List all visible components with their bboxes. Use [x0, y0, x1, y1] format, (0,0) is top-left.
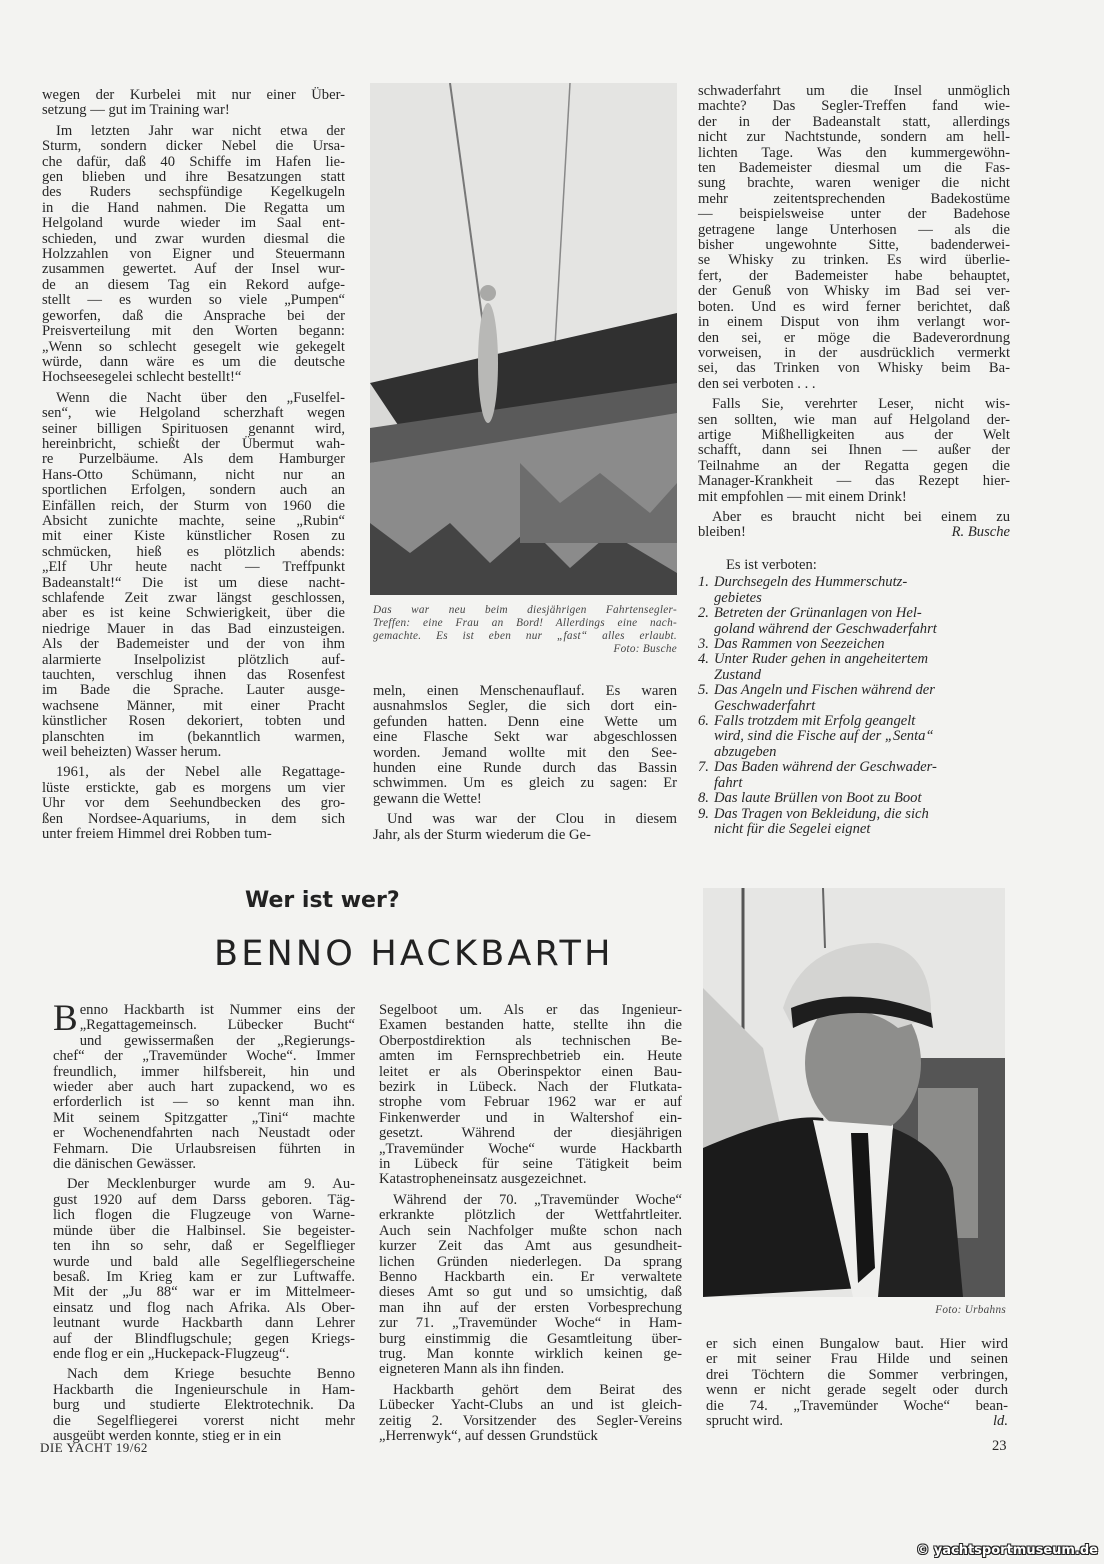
text-line: wurde und bald alle Segelfliegerscheine: [53, 1253, 355, 1270]
text-line: schmücken, hieß es plötzlich abends:: [42, 543, 345, 560]
list-item: [698, 791, 988, 806]
text-line: Badeanstalt!“ Die ist um diese nacht-: [42, 574, 345, 591]
first-paragraph: [53, 998, 355, 1173]
text-line: man ihn auf der ersten Vorbesprechung: [379, 1299, 682, 1316]
caption-text: [373, 604, 677, 643]
text-line: goland während der Geschwaderfahrt: [714, 620, 937, 637]
text-line: machte? Das Segler-Treffen fand wie-: [698, 98, 1010, 115]
text-line: zur 71. „Travemünder Woche“ in Ham-: [379, 1315, 682, 1332]
text-line: — beispielsweise unter der Badehose: [698, 206, 1010, 223]
text-line: Betreten der Grünanlagen von Hel-: [714, 605, 922, 622]
text-line: Auch sein Nachfolger mußte schon nach: [379, 1222, 682, 1239]
text-line: boten. Und es wird ferner berichtet, daß: [698, 298, 1010, 315]
text-line: artige Mißhelligkeiten aus der Welt: [698, 426, 1010, 443]
text-line: dieses Amt so gut und so umsichtig, daß: [379, 1284, 682, 1301]
text-line: Nach dem Kriege besuchte Benno: [67, 1366, 355, 1383]
page-number: 23: [992, 1438, 1007, 1454]
text-line: des Ruders sechspfündige Kegelkugeln: [42, 184, 345, 201]
author-signature: ld.: [993, 1413, 1008, 1430]
list-text: [714, 807, 988, 838]
text-line: Zustand: [714, 666, 762, 683]
text-line: „Elf Uhr heute nacht — Treffpunkt: [42, 559, 345, 576]
text-line: bisher ungewohnte Sitte, badenderwei-: [698, 237, 1010, 254]
text-line: hereinbricht, schießt der Übermut wah-: [42, 435, 345, 452]
text-line: Und was war der Clou in diesem: [387, 811, 677, 828]
photo-credit: Foto: Busche: [613, 643, 677, 655]
text-line: Im letzten Jahr war nicht etwa der: [56, 122, 345, 139]
text-line: vorweisen, in der ausdrücklich vermerkt: [698, 344, 1010, 361]
text-line: wieder aber auch hart zupackend, wo es: [53, 1079, 355, 1096]
text-line: Katastropheneinsatz ausgezeichnet.: [379, 1171, 587, 1188]
list-text: [714, 683, 988, 714]
text-line: seiner billigen Spirituosen genannt wird,: [42, 420, 345, 437]
text-line: wenn er nicht gerade segelt oder durch: [706, 1382, 1008, 1399]
paragraph: [42, 88, 345, 119]
list-title: Es ist verboten:: [726, 557, 817, 573]
closing-text: bleiben!: [698, 524, 746, 541]
text-line: strophe vom Februar 1962 war er auf: [379, 1094, 682, 1111]
text-line: gefunden hatten. Denn eine Wette um: [373, 713, 677, 730]
text-line: er sich einen Bungalow baut. Hier wird: [706, 1336, 1008, 1352]
text-line: Sturm, sondern dicker Nebel die Ursa-: [42, 138, 345, 155]
text-line: 1961, als der Nebel alle Regattage-: [56, 764, 345, 781]
text-line: enno Hackbarth ist Nummer eins der: [79, 1002, 355, 1018]
text-line: Treffen: eine Frau an Bord! Allerdings eine nach-: [373, 617, 677, 629]
text-line: besaß. Im Krieg kam er zur Luftwaffe.: [53, 1268, 355, 1285]
text-line: Einfällen reich, der Sturm von 1960 die: [42, 497, 345, 514]
text-line: eigneteren Mann als ihn finden.: [379, 1361, 565, 1378]
text-line: „Travemünder Woche“ wurde Hackbarth: [379, 1140, 682, 1157]
text-line: der in der Badeanstalt statt, allerdings: [698, 113, 1010, 130]
text-line: Oberpostdirektion als technischen Be-: [379, 1032, 682, 1049]
portrait-photo: [703, 888, 1005, 1297]
text-line: der Genuß von Whisky im Bad sei ver-: [698, 283, 1010, 300]
prohibitions-list: [698, 558, 988, 837]
text-line: sen“, wie Helgoland scherzhaft wegen: [42, 405, 345, 422]
paragraph: [379, 1193, 682, 1378]
text-line: Teilnahme an der Regatta gegen die: [698, 457, 1010, 474]
boat-photo-image: [370, 83, 677, 595]
list-number: 6.: [698, 713, 709, 730]
list-number: 5.: [698, 682, 709, 699]
author-signature: R. Busche: [951, 524, 1010, 541]
text-line: nicht zur Nachtstunde, sondern am hell-: [698, 129, 1010, 146]
text-line: ten ihn so sehr, daß er Segelflieger: [53, 1238, 355, 1255]
text-line: Hans-Otto Schümann, nicht nur an: [42, 466, 345, 483]
text-line: Das Rammen von Seezeichen: [714, 636, 885, 653]
paragraph: [379, 1383, 682, 1445]
text-line: sei, das Trinken von Whisky beim Ba-: [698, 360, 1010, 377]
text-line: würde, dann wäre es um die deutsche: [42, 353, 345, 370]
text-line: setzung — gut im Training war!: [42, 102, 230, 119]
photo-boat-figurehead: [370, 83, 677, 595]
list-item: [698, 760, 988, 791]
text-line: Geschwaderfahrt: [714, 697, 816, 714]
paragraph: [53, 1177, 355, 1362]
text-line: Preisverteilung mit den Worten begann:: [42, 323, 345, 340]
text-line: worden. Jemand wollte mit den See-: [373, 744, 677, 761]
text-line: münde über die Halbinsel. Sie begeister-: [53, 1222, 355, 1239]
text-line: Aber es braucht nicht bei einem zu: [712, 508, 1010, 525]
text-line: Falls Sie, verehrter Leser, nicht wis-: [712, 396, 1010, 413]
list-item: [698, 714, 988, 760]
text-line: die 74. „Travemünder Woche“ bean-: [706, 1397, 1008, 1414]
text-line: Jahr, als der Sturm wiederum die Ge-: [373, 826, 591, 843]
article1-column-1: [42, 88, 345, 848]
text-line: hunden eine Runde durch das Bassin: [373, 760, 677, 777]
paragraph-text: [706, 1337, 1008, 1414]
paragraph: [706, 1337, 1008, 1429]
text-line: chef“ der „Travemünder Woche“. Immer: [53, 1048, 355, 1065]
text-line: mit empfohlen — mit einem Drink!: [698, 488, 907, 505]
text-line: Lübecker Yacht-Clubs an und ist gleich-: [379, 1397, 682, 1414]
text-line: [706, 1414, 1008, 1429]
list-number: 9.: [698, 805, 709, 822]
text-line: lich flogen die Flugzeuge von Warne-: [53, 1207, 355, 1224]
text-line: alarmierte Inselpolizist plötzlich auf-: [42, 651, 345, 668]
text-line: Helgoland wurde wieder im Saal ent-: [42, 215, 345, 232]
list-text: [714, 760, 988, 791]
text-line: wird, sind die Fische auf der „Senta“: [714, 728, 934, 745]
text-line: einsatz und flog nach Afrika. Als Ober-: [53, 1299, 355, 1316]
portrait-photo-credit: Foto: Urbahns: [935, 1304, 1006, 1316]
text-line: Das Baden während der Geschwader-: [714, 759, 937, 776]
text-line: in einem Disput von ihm verlangt wor-: [698, 314, 1010, 331]
text-line: Finkenwerder und in Waltershof ein-: [379, 1109, 682, 1126]
text-line: niedrige Mauer in das Bad einzusteigen.: [42, 620, 345, 637]
article2-column-1-text: [53, 1177, 355, 1444]
paragraph: [42, 391, 345, 761]
paragraph: [379, 1003, 682, 1188]
list-number: 2.: [698, 605, 709, 622]
text-line: erkrankte plötzlich der Wettfahrtleiter.: [379, 1207, 682, 1224]
list-item: [698, 575, 988, 606]
list-text: [714, 652, 988, 683]
paragraph: [698, 397, 1010, 505]
text-line: burg einstimmig die Gesamtleitung über-: [379, 1330, 682, 1347]
text-line: eine Flasche Sekt war abgeschlossen: [373, 729, 677, 746]
list-number: 7.: [698, 759, 709, 776]
text-line: Fehmarn. Die Urlaubsreisen führten in: [53, 1140, 355, 1157]
list-item: [698, 652, 988, 683]
text-line: freundlich, immer hilfsbereit, hin und: [53, 1063, 355, 1080]
text-line: Holzzahlen von Eigner und Steuermann: [42, 246, 345, 263]
text-line: auf der Blindflugschule; gegen Kriegs-: [53, 1330, 355, 1347]
text-line: schafft, dann sei Ihnen — außer der: [698, 442, 1010, 459]
list-text: [714, 575, 988, 606]
text-line: amten im Fernsprechbetrieb ein. Heute: [379, 1048, 682, 1065]
text-line: lichten Tage. Was den kummergewöhn-: [698, 144, 1010, 161]
text-line: lichen Gründen niederlegen. Da sprang: [379, 1253, 682, 1270]
text-line: schwimmen. Um es gleich zu sagen: Er: [373, 775, 677, 792]
text-line: gen blieben und ihre Besatzungen statt: [42, 169, 345, 186]
text-line: ausgeübt werden konnte, stieg er in ein: [53, 1427, 282, 1444]
text-line: ten Bademeister diesmal um die Fas-: [698, 160, 1010, 177]
text-line: Mit seinem Spitzgatter „Tini“ machte: [53, 1109, 355, 1126]
drop-cap: B: [53, 998, 78, 1039]
magazine-issue: DIE YACHT 19/62: [40, 1440, 148, 1455]
text-line: ßen Nordsee-Aquariums, in dem sich: [42, 810, 345, 827]
text-line: schwaderfahrt um die Insel unmöglich: [698, 83, 1010, 99]
text-line: in die Hand nahmen. Die Regatta um: [42, 199, 345, 216]
text-line: im Bade die Sprache. Lauter ausge-: [42, 682, 345, 699]
text-line: weil beheizten) Wasser herum.: [42, 744, 222, 761]
text-line: gesetzt. Während der diesjährigen: [379, 1125, 682, 1142]
first-paragraph-text: [53, 998, 355, 1173]
paragraph: [373, 812, 677, 843]
paragraph: [42, 124, 345, 386]
text-line: Absicht zunichte machte, seine „Rubin“: [42, 512, 345, 529]
text-line: Unter Ruder gehen in angeheitertem: [714, 651, 928, 668]
text-line: Als der Bademeister und der von ihm: [42, 636, 345, 653]
text-line: sung brachte, waren weniger die nicht: [698, 175, 1010, 192]
text-line: sen sollten, wie man auf Helgoland der-: [698, 411, 1010, 428]
text-line: wachsene Männer, mit einer Pracht: [42, 697, 345, 714]
text-line: Uhr vor dem Seehundbecken des gro-: [42, 795, 345, 812]
text-line: Das laute Brüllen von Boot zu Boot: [714, 790, 922, 807]
text-line: schlafende Zeit zwar längst geschlossen,: [42, 590, 345, 606]
text-line: mit einer Kiste künstlicher Rosen zu: [42, 528, 345, 545]
text-line: schieden, und zwar wurden diesmal die: [42, 230, 345, 247]
text-line: drei Töchtern die Sommer verbringen,: [706, 1366, 1008, 1383]
text-line: Während der 70. „Travemünder Woche“: [393, 1191, 682, 1208]
article2-column-1: [53, 998, 355, 1449]
text-line: und gewissermaßen der „Regierungs-: [79, 1032, 355, 1049]
text-line: sportlichen Erfolgen, sondern auch an: [42, 482, 345, 499]
text-line: aber es ist keine Schwierigkeit, über die: [42, 605, 345, 622]
text-line: fahrt: [714, 774, 743, 791]
paragraph: [42, 765, 345, 842]
text-line: Das war neu beim diesjährigen Fahrtensegler-: [373, 604, 677, 616]
text-line: Das Tragen von Bekleidung, die sich: [714, 805, 929, 822]
text-line: er Wochenendfahrten nach Neustadt oder: [53, 1125, 355, 1142]
list-number: 3.: [698, 636, 709, 653]
text-line: Der Mecklenburger wurde am 9. Au-: [67, 1176, 355, 1193]
text-line: leitet er als Oberinspektor einen Bau-: [379, 1063, 682, 1080]
text-line: zeitig 2. Vorsitzender des Segler-Vereins: [379, 1412, 682, 1429]
list-item: [698, 606, 988, 637]
text-line: ende flog er ein „Huckepack-Flugzeug“.: [53, 1345, 290, 1362]
text-line: ausnahmslos Segler, die sich dort ein-: [373, 698, 677, 715]
text-line: Manager-Krankheit — das Rezept hier-: [698, 473, 1010, 490]
text-line: fert, der Bademeister habe behauptet,: [698, 267, 1010, 284]
article2-column-2: [379, 1003, 682, 1449]
list-items: [698, 575, 988, 837]
section-kicker: Wer ist wer?: [245, 888, 400, 913]
article1-column-3: [698, 84, 1010, 546]
text-line: Mit der „Ju 88“ war er im Mittelmeer-: [53, 1284, 355, 1301]
text-line: künstlicher Rosen dekoriert, tobten und: [42, 713, 345, 730]
text-line: gust 1920 auf dem Darss geboren. Täg-: [53, 1191, 355, 1208]
text-line: er mit seiner Frau Hilde und seinen: [706, 1351, 1008, 1368]
text-line: gewann die Wette!: [373, 790, 482, 807]
article1-column-3-text: [698, 84, 1010, 505]
list-text: [714, 791, 988, 806]
text-line: gemachte. Es ist eben nur „fast“ alles erlaubt.: [373, 630, 677, 642]
text-line: re Purzelbäume. Als dem Hamburger: [42, 451, 345, 468]
text-line: unter freiem Himmel drei Robben tum-: [42, 826, 272, 843]
text-line: mehr zeitentsprechenden Badekostüme: [698, 190, 1010, 207]
text-line: gebietes: [714, 589, 762, 606]
paragraph: [698, 84, 1010, 392]
text-line: „Wenn so schlecht gesegelt wie gekegelt: [42, 338, 345, 355]
paragraph: [53, 1367, 355, 1444]
text-line: kurzer Zeit das Amt aus gesundheit-: [379, 1238, 682, 1255]
text-line: abzugeben: [714, 743, 777, 760]
text-line: Durchsegeln des Hummerschutz-: [714, 574, 908, 591]
text-line: den sei verboten . . .: [698, 375, 816, 392]
text-line: burg und studierte Elektrotechnik. Da: [53, 1397, 355, 1414]
text-line: Hackbarth gehört dem Beirat des: [393, 1381, 682, 1398]
text-line: trug. Man konnte wirklich keinen ge-: [379, 1345, 682, 1362]
text-line: erforderlich ist — so kennt man ihn.: [53, 1094, 355, 1111]
text-line: „Regattagemeinsch. Lübecker Bucht“: [79, 1017, 355, 1034]
text-line: bezirk in Lübeck. Nach der Flutkata-: [379, 1079, 682, 1096]
closing-paragraph: [698, 510, 1010, 541]
text-line: planschten im (bekanntlich warmen,: [42, 728, 345, 745]
text-line: se Whisky zu trinken. Es wird überlie-: [698, 252, 1010, 269]
article2-column-3: [706, 1337, 1008, 1434]
text-line: leutnant wurde Hackbarth dann Lehrer: [53, 1315, 355, 1332]
text-line: Examen bestanden hatte, stellte ihn die: [379, 1017, 682, 1034]
text-line: lüste erstickte, gab es morgens um vier: [42, 779, 345, 796]
text-line: Benno Hackbarth ein. Er verwaltete: [379, 1268, 682, 1285]
text-line: in Lübeck für seine Tätigkeit beim: [379, 1156, 682, 1173]
text-line: getragene lange Unterhosen — als die: [698, 221, 1010, 238]
list-number: 4.: [698, 651, 709, 668]
portrait-image: [703, 888, 1005, 1297]
text-line: Hackbarth die Ingenieurschule in Ham-: [53, 1381, 355, 1398]
article1-column-2: [373, 684, 677, 848]
paragraph: [373, 684, 677, 807]
list-text: [714, 714, 988, 760]
list-item: [698, 807, 988, 838]
text-line: Wenn die Nacht über den „Fuselfel-: [56, 389, 345, 406]
list-number: 8.: [698, 790, 709, 807]
text-line: nicht für die Segelei eignet: [714, 820, 871, 837]
list-text: [714, 637, 988, 652]
text-line: wegen der Kurbelei mit nur einer Über-: [42, 87, 345, 103]
text-line: die Segelfliegerei vorerst nicht mehr: [53, 1412, 355, 1429]
text-line: Segelboot um. Als er das Ingenieur-: [379, 1002, 682, 1018]
text-line: che dafür, daß 40 Schiffe im Hafen lie-: [42, 153, 345, 170]
list-text: [714, 606, 988, 637]
text-line: Das Angeln und Fischen während der: [714, 682, 935, 699]
text-line: stellt — es wurden so viele „Pumpen“: [42, 292, 345, 309]
list-number: 1.: [698, 574, 709, 591]
text-line: den sei, er möge die Badeverordnung: [698, 329, 1010, 346]
text-line: [698, 525, 1010, 540]
text-line: zusammen gewertet. Auf der Insel wur-: [42, 261, 345, 278]
text-line: die dänischen Gewässer.: [53, 1156, 197, 1173]
text-line: meln, einen Menschenauflauf. Es waren: [373, 683, 677, 699]
text-line: Falls trotzdem mit Erfolg geangelt: [714, 713, 916, 730]
list-item: [698, 683, 988, 714]
article-title: BENNO HACKBARTH: [214, 934, 614, 974]
photo-caption: [373, 604, 677, 656]
watermark: © yachtsportmuseum.de: [916, 1543, 1098, 1558]
text-line: de an diesem Tag ein Rekord aufge-: [42, 276, 345, 293]
closing-text: sprucht wird.: [706, 1413, 784, 1430]
text-line: tauchten, verschlug ihnen das Rosenfest: [42, 667, 345, 684]
list-item: [698, 637, 988, 652]
text-line: geworfen, daß die Ansprache bei der: [42, 307, 345, 324]
text-line: Hochseesegelei schlecht bestellt!“: [42, 369, 242, 386]
text-line: „Herrenwyk“, auf dessen Grundstück: [379, 1427, 598, 1444]
